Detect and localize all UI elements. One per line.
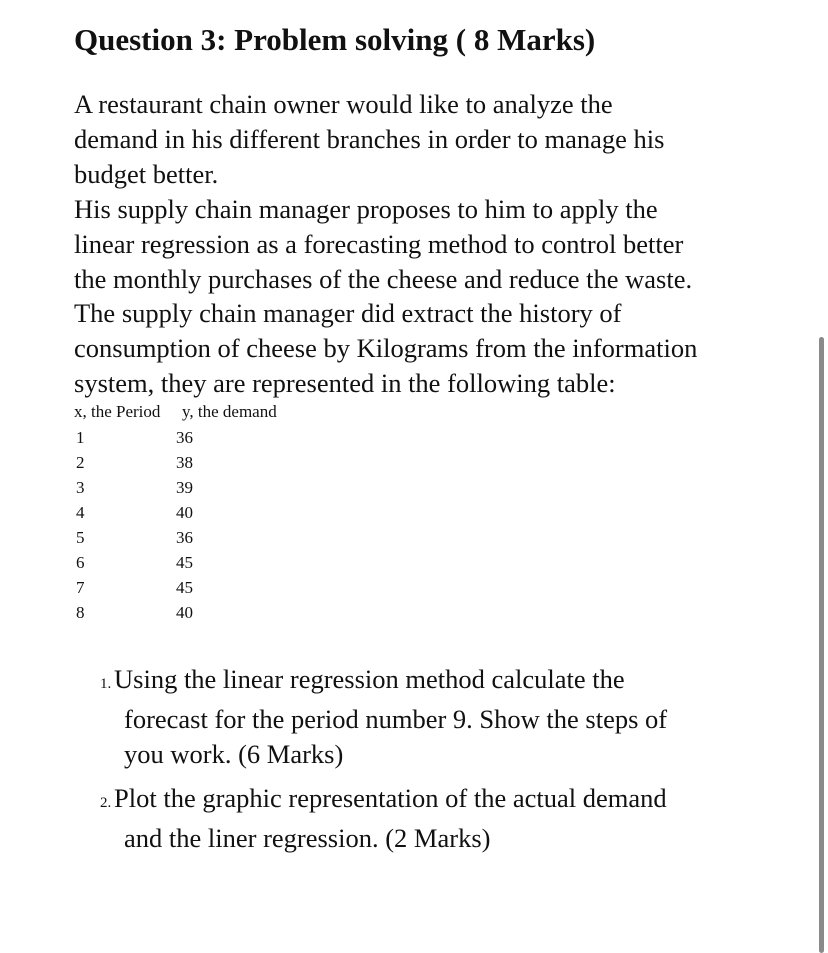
cell-period: 6 — [76, 553, 85, 572]
context-paragraph — [74, 192, 697, 401]
cell-demand: 45 — [176, 553, 193, 572]
intro-paragraph — [74, 87, 664, 191]
task-line: Using the linear regression method calculate the — [114, 664, 625, 694]
cell-demand: 40 — [176, 503, 193, 522]
cell-period: 2 — [76, 453, 85, 472]
cell-period: 8 — [76, 603, 85, 622]
cell-demand: 36 — [176, 428, 193, 447]
task-line: you work. (6 Marks) — [124, 738, 344, 769]
header-demand: y, the demand — [182, 402, 277, 421]
task-line: forecast for the period number 9. Show the steps of — [124, 703, 668, 734]
paragraph-line: A restaurant chain owner would like to analyze the — [74, 89, 613, 119]
cell-demand: 38 — [176, 453, 193, 472]
question-heading: Question 3: Problem solving ( 8 Marks) — [74, 22, 596, 57]
paragraph-line: linear regression as a forecasting method to control better — [74, 228, 684, 259]
cell-period: 3 — [76, 478, 85, 497]
header-period: x, the Period — [74, 402, 161, 421]
cell-period: 4 — [76, 503, 85, 522]
vertical-scrollbar[interactable] — [819, 337, 824, 953]
paragraph-line: the monthly purchases of the cheese and reduce the waste. — [74, 263, 693, 294]
paragraph-line: system, they are represented in the following table: — [74, 367, 616, 398]
paragraph-line: demand in his different branches in order to manage his — [74, 123, 665, 154]
cell-period: 5 — [76, 528, 85, 547]
task-item — [100, 781, 667, 856]
task-number: 2. — [100, 795, 112, 811]
cell-demand: 36 — [176, 528, 193, 547]
cell-demand: 40 — [176, 603, 193, 622]
cell-period: 7 — [76, 578, 85, 597]
task-line: and the liner regression. (2 Marks) — [124, 822, 491, 853]
cell-demand: 39 — [176, 478, 193, 497]
cell-demand: 45 — [176, 578, 193, 597]
task-item — [100, 662, 667, 771]
task-line: Plot the graphic representation of the actual demand — [114, 783, 667, 813]
paragraph-line: budget better. — [74, 158, 219, 189]
task-number: 1. — [100, 676, 112, 692]
paragraph-line: His supply chain manager proposes to him to apply the — [74, 194, 658, 224]
cell-period: 1 — [76, 428, 85, 447]
paragraph-line: The supply chain manager did extract the history of — [74, 298, 622, 329]
paragraph-line: consumption of cheese by Kilograms from the information — [74, 333, 698, 364]
